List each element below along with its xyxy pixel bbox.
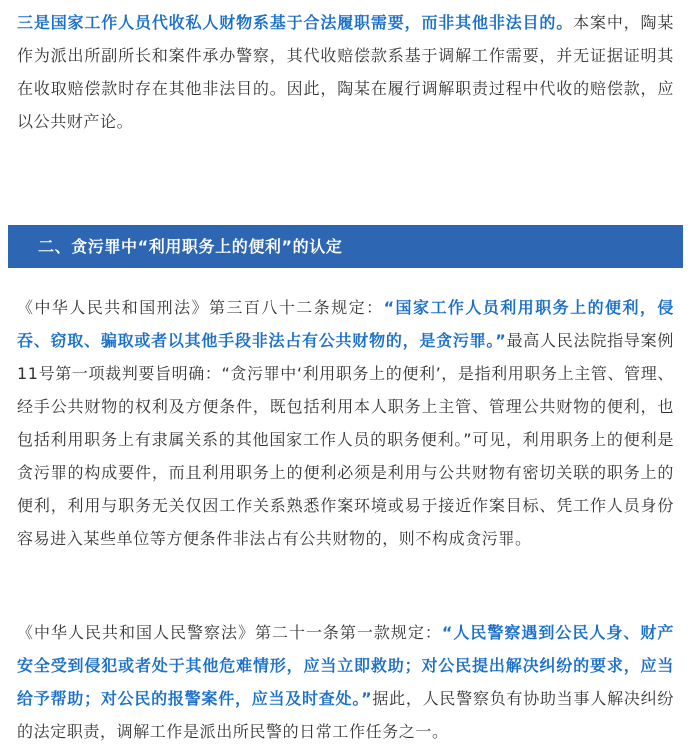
section-title: 二、贪污罪中“利用职务上的便利”的认定 (38, 237, 343, 256)
law-quote: “人民警察遇到公民人身、财产安全受到侵犯或者处于其他危难情形，应当立即救助；对公民提出解决纠纷的要求，应当给予帮助；对公民的报警案件，应当及时查处。” (17, 623, 674, 708)
highlighted-point: 三是国家工作人员代收私人财物系基于合法履职需要，而非其他非法目的。 (17, 13, 574, 32)
paragraph-body: 最高人民法院指导案例11号第一项裁判要旨明确：“贪污罪中‘利用职务上的便利’，是指利用职务上主管、管理、经手公共财物的权利及方便条件，既包括利用本人职务上主管、管理公共财物的便利，也包括利用职务上有隶属关系的其他国家工作人员的职务便利。”可见，利用职务上的便利是贪污罪的构成要件，而且利用职务上的便利必须是利用与公共财物有密切关联的职务上的便利，利用与职务无关仅因工作关系熟悉作案环境或易于接近作案目标、凭工作人员身份容易进入某些单位等方便条件非法占有公共财物的，则不构成贪污罪。 (17, 331, 674, 548)
law-citation: 《中华人民共和国刑法》第三百八十二条规定： (17, 298, 384, 317)
paragraph-body: 据此，人民警察负有协助当事人解决纠纷的法定职责，调解工作是派出所民警的日常工作任务之一。 (17, 689, 674, 741)
paragraph-police-law (17, 616, 674, 748)
law-citation: 《中华人民共和国人民警察法》第二十一条第一款规定： (17, 623, 442, 642)
section-header (8, 225, 683, 268)
paragraph-criminal-law (17, 291, 674, 555)
paragraph-body: 本案中，陶某作为派出所副所长和案件承办警察，其代收赔偿款系基于调解工作需要，并无证据证明其在收取赔偿款时存在其他非法目的。因此，陶某在履行调解职责过程中代收的赔偿款，应以公共财产论。 (17, 13, 674, 131)
paragraph-custody-of-property (17, 6, 674, 138)
law-quote: “国家工作人员利用职务上的便利，侵吞、窃取、骗取或者以其他手段非法占有公共财物的，是贪污罪。” (17, 298, 674, 350)
